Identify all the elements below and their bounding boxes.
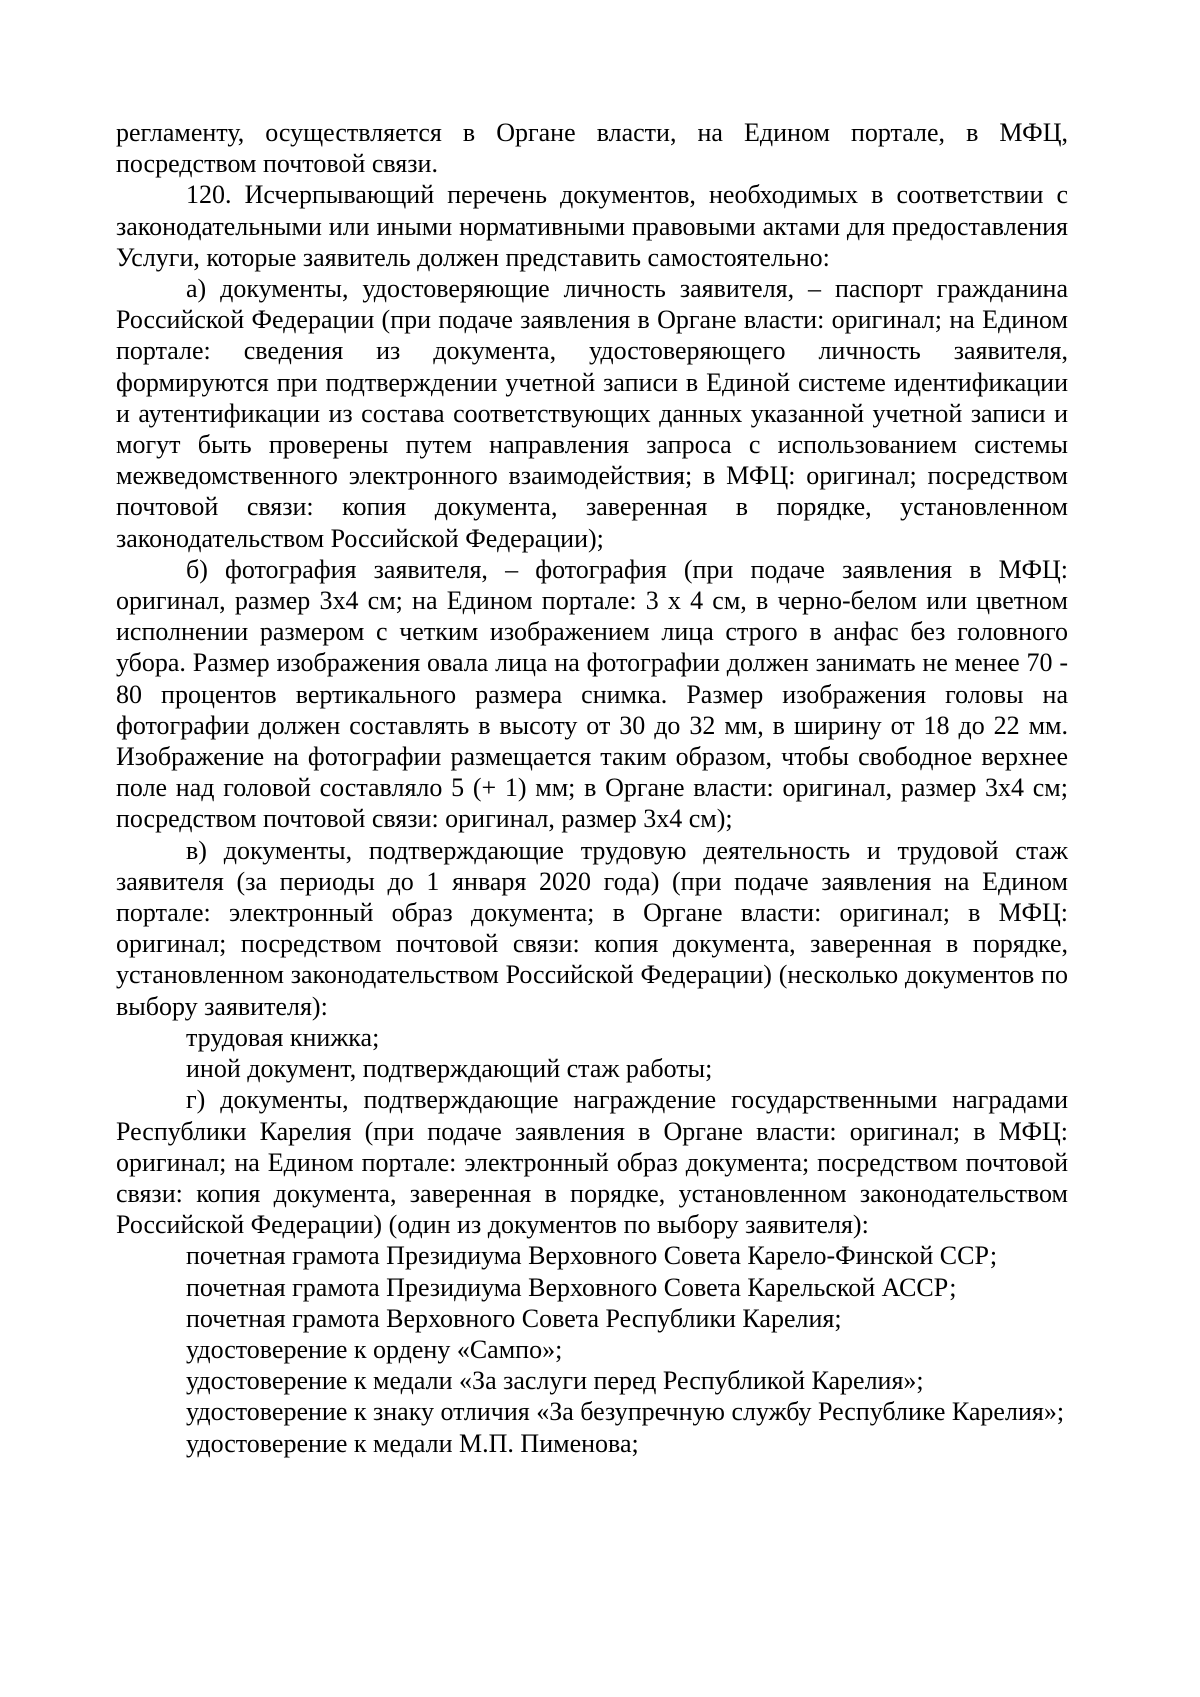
list-item: удостоверение к знаку отличия «За безупречную службу Республике Карелия»; xyxy=(186,1397,1065,1427)
paragraph-item-120: 120. Исчерпывающий перечень документов, необходимых в соответствии с законодательными или иными нормативными правовыми актами для предоставления Услуги, которые заявитель должен представить самостоятельно: xyxy=(116,180,1068,272)
list-item: удостоверение к ордену «Сампо»; xyxy=(186,1334,563,1364)
list-item: удостоверение к медали «За заслуги перед Республикой Карелия»; xyxy=(186,1366,924,1396)
paragraph-item-a: а) документы, удостоверяющие личность заявителя, – паспорт гражданина Российской Федерации (при подаче заявления в Органе власти: оригинал; на Едином портале: сведения из документа, удостоверяющего личность заявителя, формируются при подтверждении учетной записи в Единой системе идентификации и аутентификации из состава соответствующих данных указанной учетной записи и могут быть проверены путем направления запроса с использованием системы межведомственного электронного взаимодействия; в МФЦ: оригинал; посредством почтовой связи: копия документа, заверенная в порядке, установленном законодательством Российской Федерации); xyxy=(116,274,1068,553)
list-item: трудовая книжка; xyxy=(186,1022,380,1052)
list-item: почетная грамота Президиума Верховного Совета Карело-Финской ССР; xyxy=(186,1241,998,1271)
paragraph-continuation: регламенту, осуществляется в Органе власти, на Едином портале, в МФЦ, посредством почтовой связи. xyxy=(116,118,1068,179)
list-item: иной документ, подтверждающий стаж работы; xyxy=(186,1054,713,1084)
list-item: почетная грамота Верховного Совета Республики Карелия; xyxy=(186,1303,842,1333)
list-item: почетная грамота Президиума Верховного Совета Карельской АССР; xyxy=(186,1272,957,1302)
list-item: удостоверение к медали М.П. Пименова; xyxy=(186,1428,639,1458)
paragraph-item-b: б) фотография заявителя, – фотография (при подаче заявления в МФЦ: оригинал, размер 3х4 см; на Едином портале: 3 х 4 см, в черно-белом или цветном исполнении размером с четким изображением лица строго в анфас без головного убора. Размер изображения овала лица на фотографии должен занимать не менее 70 - 80 процентов вертикального размера снимка. Размер изображения головы на фотографии должен составлять в высоту от 30 до 32 мм, в ширину от 18 до 22 мм. Изображение на фотографии размещается таким образом, чтобы свободное верхнее поле над головой составляло 5 (+ 1) мм; в Органе власти: оригинал, размер 3х4 см; посредством почтовой связи: оригинал, размер 3х4 см); xyxy=(116,554,1068,834)
document-page xyxy=(116,117,1068,1459)
paragraph-item-v: в) документы, подтверждающие трудовую деятельность и трудовой стаж заявителя (за периоды до 1 января 2020 года) (при подаче заявления на Едином портале: электронный образ документа; в Органе власти: оригинал; в МФЦ: оригинал; посредством почтовой связи: копия документа, заверенная в порядке, установленном законодательством Российской Федерации) (несколько документов по выбору заявителя): xyxy=(116,835,1068,1021)
paragraph-item-g: г) документы, подтверждающие награждение государственными наградами Республики Карелия (при подаче заявления в Органе власти: оригинал; в МФЦ: оригинал; на Едином портале: электронный образ документа; посредством почтовой связи: копия документа, заверенная в порядке, установленном законодательством Российской Федерации) (один из документов по выбору заявителя): xyxy=(116,1085,1068,1240)
